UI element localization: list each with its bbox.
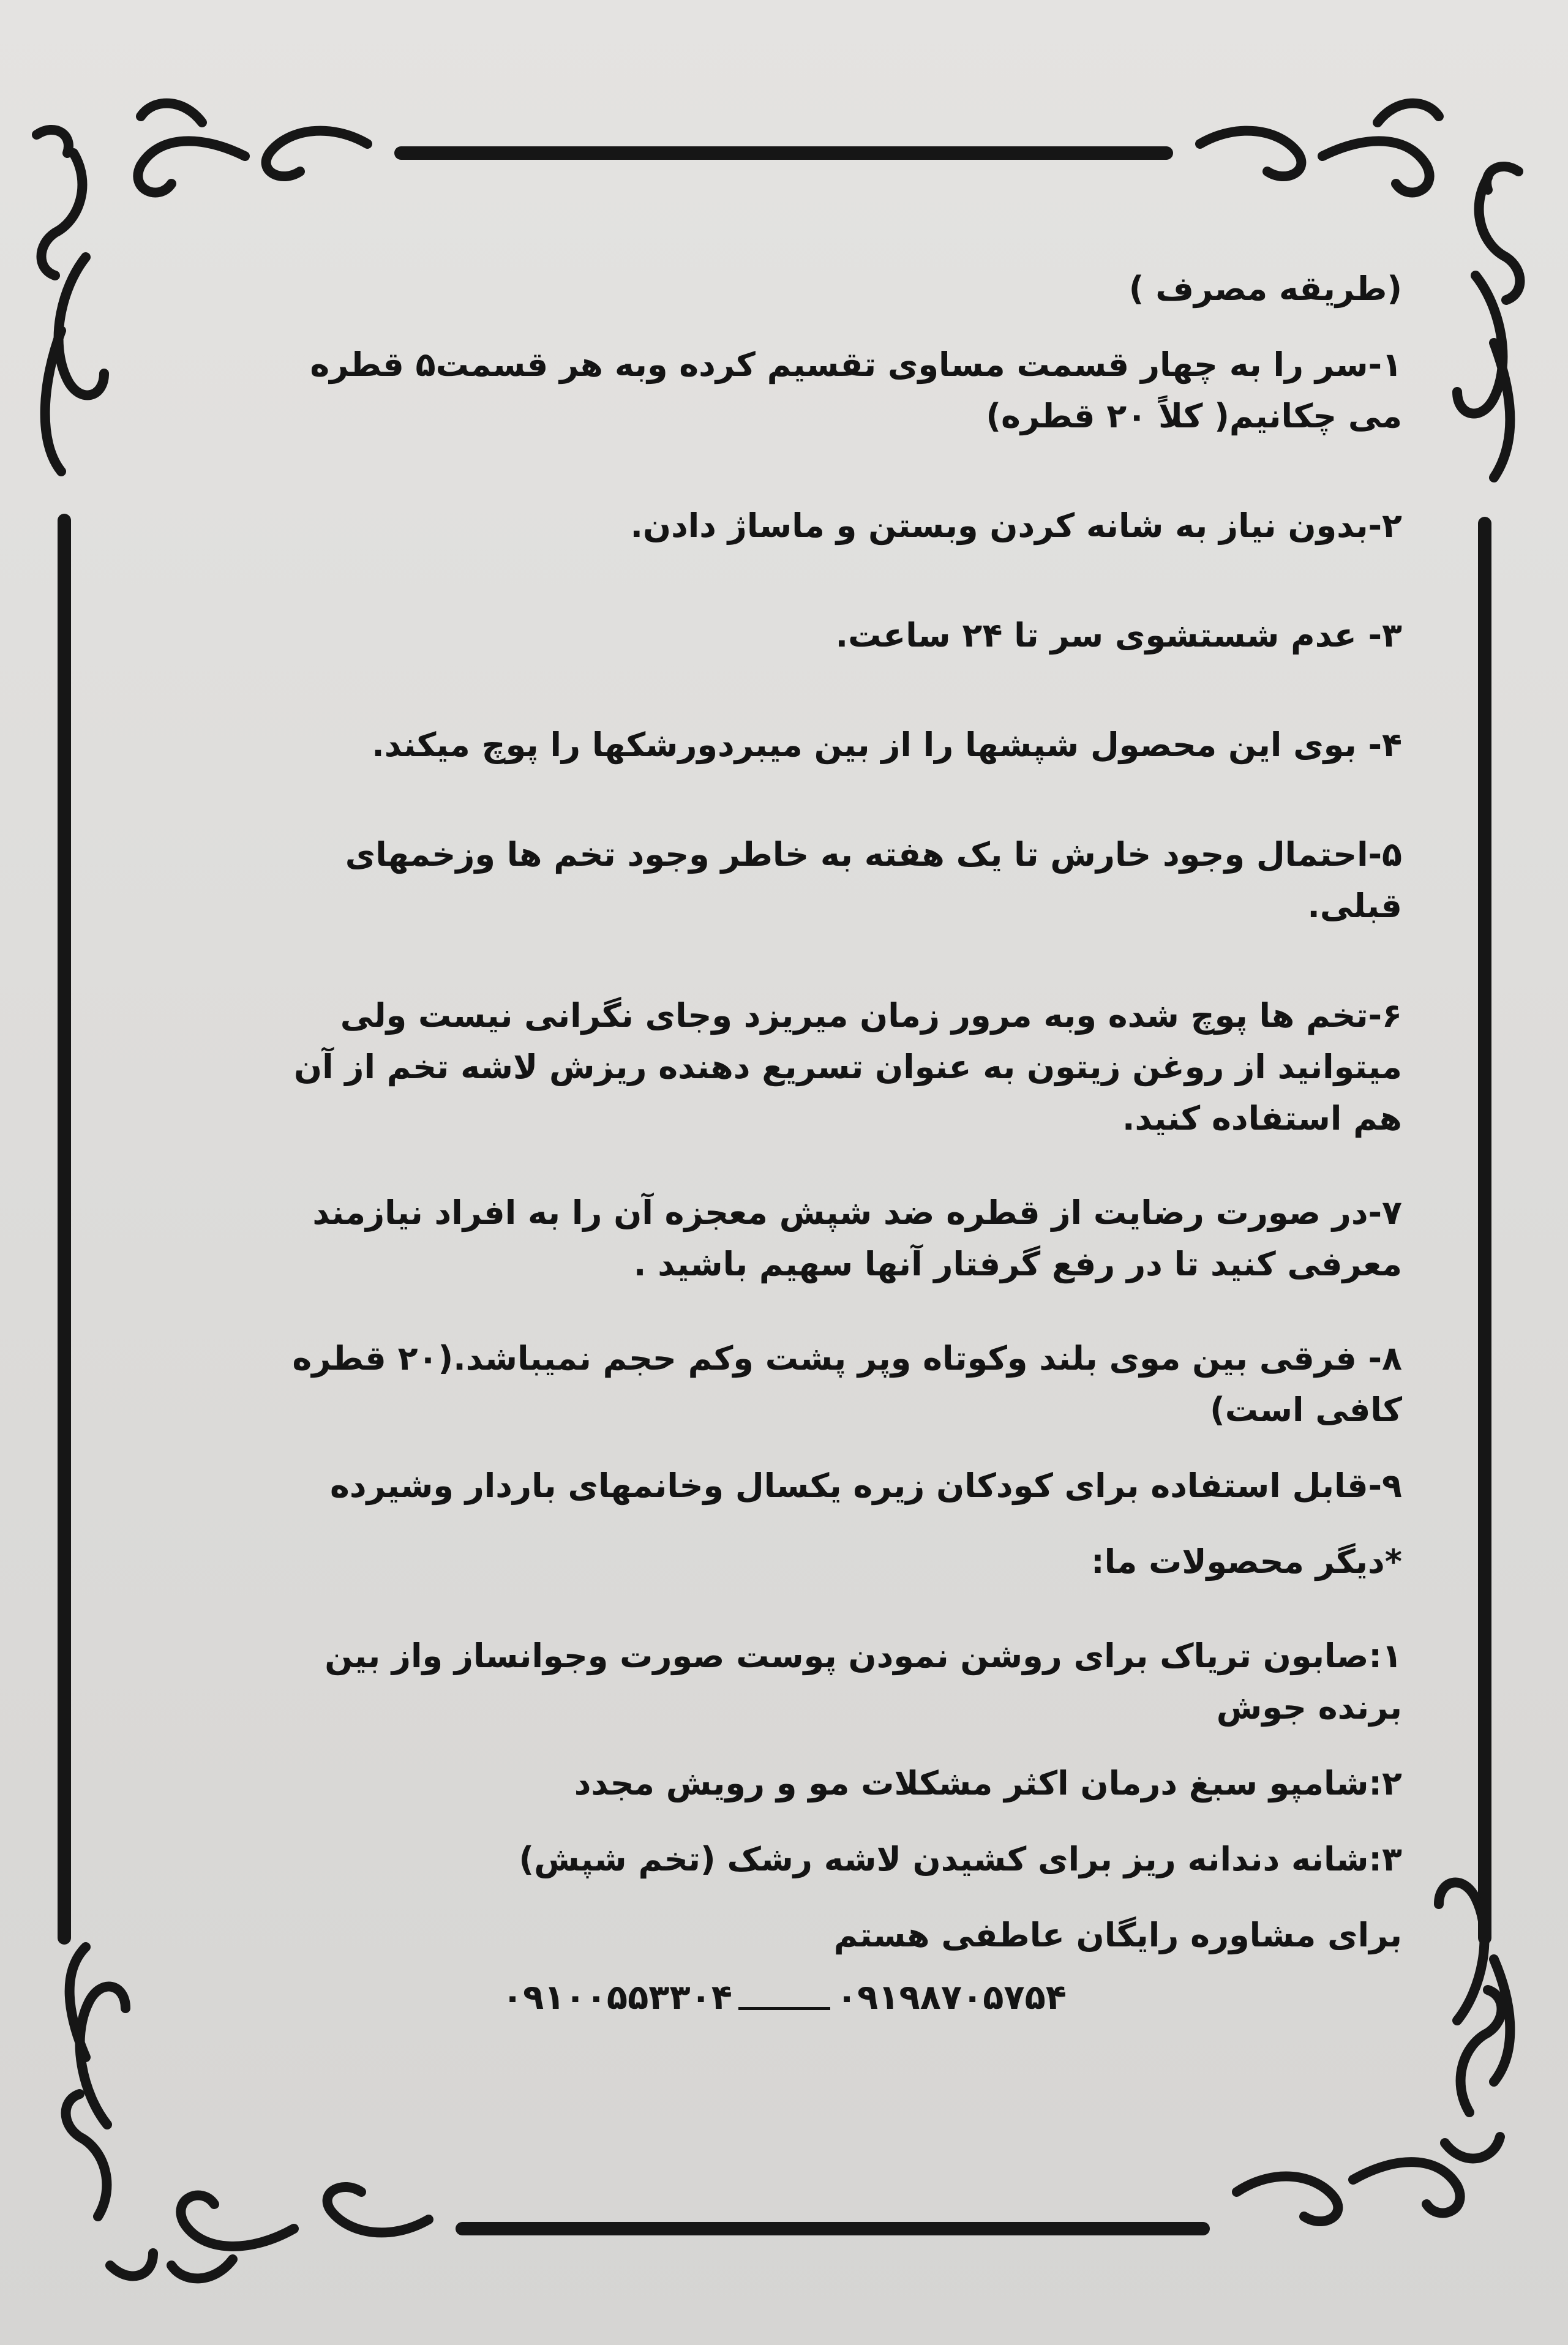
step-2: ۲-بدون نیاز به شانه کردن وبستن و ماساژ دادن.: [630, 506, 1402, 545]
instructions-content: [245, 263, 1402, 1961]
consultation-note: برای مشاوره رایگان عاطفی هستم: [833, 1916, 1402, 1954]
step-3: ۳- عدم شستشوی سر تا ۲۴ ساعت.: [835, 616, 1402, 655]
phone-separator: [738, 2007, 830, 2010]
phone-number-1[interactable]: ۰۹۱۰۰۵۵۳۳۰۴: [502, 1978, 732, 2017]
step-5: ۵-احتمال وجود خارش تا یک هفته به خاطر وجود تخم ها وزخمهای قبلی.: [345, 835, 1402, 925]
step-8: ۸- فرقی بین موی بلند وکوتاه وپر پشت وکم حجم نمیباشد.(۲۰ قطره کافی است): [292, 1339, 1402, 1429]
product-3: ۳:شانه دندانه ریز برای کشیدن لاشه رشک (تخم شپش): [519, 1840, 1402, 1878]
step-4: ۴- بوی این محصول شپشها را از بین میبردورشکها را پوچ میکند.: [372, 726, 1402, 764]
step-1: ۱-سر را به چهار قسمت مساوی تقسیم کرده وبه هر قسمت۵ قطره می چکانیم( کلاً ۲۰ قطره): [310, 345, 1402, 435]
product-2: ۲:شامپو سبغ درمان اکثر مشکلات مو و رویش مجدد: [574, 1764, 1402, 1803]
corner-ornament-bottom-left: [66, 1947, 429, 2278]
phone-number-2[interactable]: ۰۹۱۹۸۷۰۵۷۵۴: [836, 1978, 1067, 2017]
step-7: ۷-در صورت رضایت از قطره ضد شپش معجزه آن را به افراد نیازمند معرفی کنید تا در رفع گرفتار آنها سهیم باشید .: [312, 1193, 1402, 1283]
step-9: ۹-قابل استفاده برای کودکان زیره یکسال وخانمهای باردار وشیرده: [330, 1466, 1402, 1505]
step-6: ۶-تخم ها پوچ شده وبه مرور زمان میریزد وجای نگرانی نیست ولی میتوانید از روغن زیتون به عنوان تسریع دهنده ریزش لاشه تخم از آن هم استفاده کنید.: [293, 996, 1402, 1138]
product-1: ۱:صابون تریاک برای روشن نمودن پوست صورت وجوانساز واز بین برنده جوش: [324, 1637, 1402, 1727]
phone-numbers: [502, 1978, 1176, 2017]
products-heading: *دیگر محصولات ما:: [1090, 1542, 1402, 1581]
page-title: (طریقه مصرف ): [1128, 269, 1402, 308]
